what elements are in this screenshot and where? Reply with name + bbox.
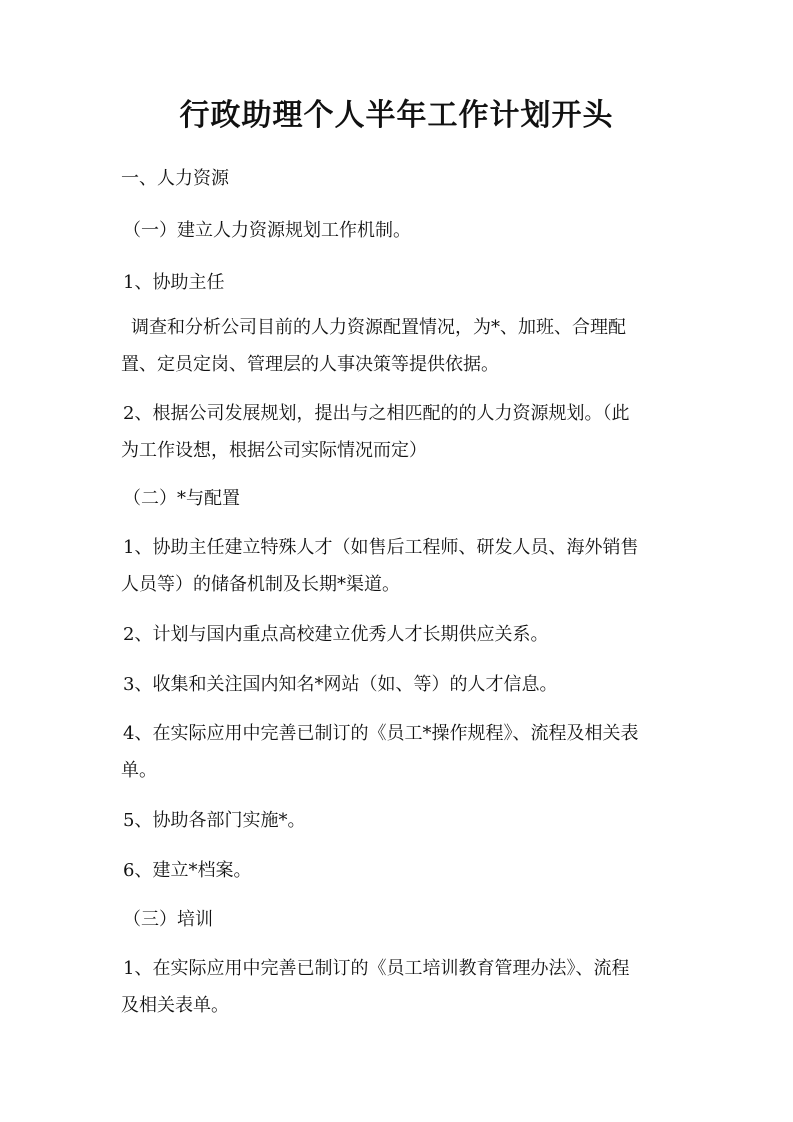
paragraph-line: （一）建立人力资源规划工作机制。 — [123, 220, 411, 241]
paragraph-line: （二）*与配置 — [123, 488, 240, 509]
subsection-heading — [123, 480, 683, 517]
list-item — [121, 950, 681, 1024]
paragraph-line: 2、根据公司发展规划，提出与之相匹配的的人力资源规划。（此 — [123, 403, 630, 424]
paragraph-line: 单。 — [121, 760, 157, 781]
paragraph-line: 1、协助主任 — [123, 272, 225, 293]
paragraph-line: 为工作设想，根据公司实际情况而定） — [121, 440, 427, 461]
paragraph-line: 置、定员定岗、管理层的人事决策等提供依据。 — [121, 354, 499, 375]
paragraph-line: 人员等）的储备机制及长期*渠道。 — [121, 574, 400, 595]
paragraph-line: 6、建立*档案。 — [123, 860, 252, 881]
list-item — [123, 264, 683, 301]
document-title: 行政助理个人半年工作计划开头 — [179, 98, 614, 133]
paragraph-line: 及相关表单。 — [121, 995, 229, 1016]
paragraph-line: 一、人力资源 — [121, 168, 229, 189]
subsection-heading — [123, 212, 683, 249]
paragraph-line: 1、在实际应用中完善已制订的《员工培训教育管理办法》、流程 — [123, 958, 630, 979]
list-item — [123, 802, 683, 839]
paragraph-line: 1、协助主任建立特殊人才（如售后工程师、研发人员、海外销售 — [123, 537, 639, 558]
list-item — [121, 395, 681, 469]
paragraph-line: 2、计划与国内重点高校建立优秀人才长期供应关系。 — [123, 624, 549, 645]
paragraph-line: 4、在实际应用中完善已制订的《员工*操作规程》、流程及相关表 — [123, 723, 639, 744]
body-paragraph — [121, 309, 681, 383]
list-item — [121, 715, 681, 789]
paragraph-line: 5、协助各部门实施*。 — [123, 810, 306, 831]
paragraph-line: 3、收集和关注国内知名*网站（如、等）的人才信息。 — [123, 674, 558, 695]
paragraph-line: （三）培训 — [123, 909, 213, 930]
paragraph-line: 调查和分析公司目前的人力资源配置情况，为*、加班、合理配 — [131, 317, 626, 338]
section-heading-hr — [121, 160, 681, 197]
list-item — [123, 616, 683, 653]
list-item — [121, 529, 681, 603]
list-item — [123, 852, 683, 889]
list-item — [123, 666, 683, 703]
subsection-heading — [123, 901, 683, 938]
